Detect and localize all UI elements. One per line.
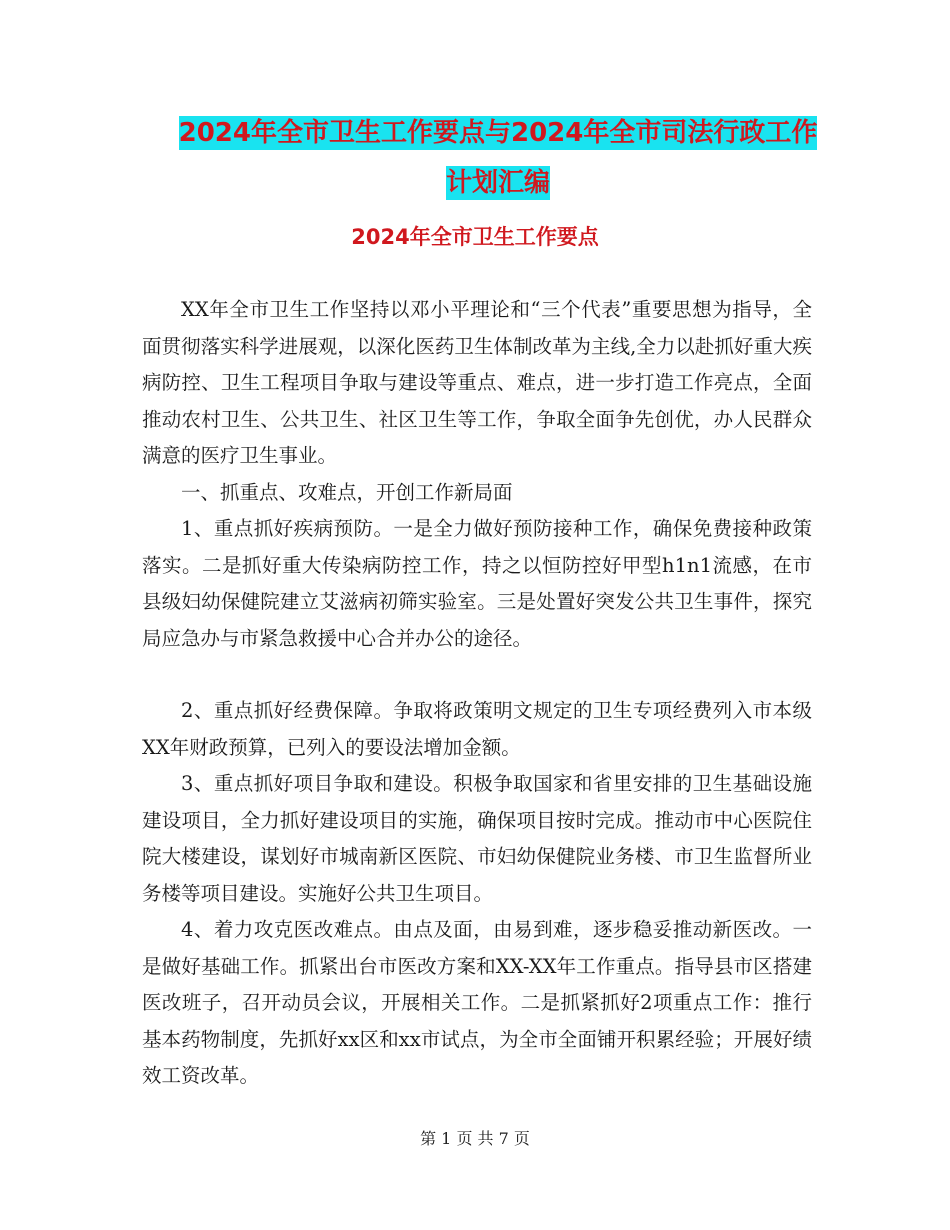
paragraph-item-1: 1、重点抓好疾病预防。一是全力做好预防接种工作，确保免费接种政策落实。二是抓好重大传染病防控工作，持之以恒防控好甲型h1n1流感，在市县级妇幼保健院建立艾滋病初筛实验室。三是处置好突发公共卫生事件，探究局应急办与市紧急救援中心合并办公的途径。 [142,517,812,650]
paragraph-intro: XX年全市卫生工作坚持以邓小平理论和“三个代表”重要思想为指导，全面贯彻落实科学进展观，以深化医药卫生体制改革为主线,全力以赴抓好重大疾病防控、卫生工程项目争取与建设等重点、难点，进一步打造工作亮点，全面推动农村卫生、公共卫生、社区卫生等工作，争取全面争先创优，办人民群众满意的医疗卫生事业。 [142,298,812,467]
body-text [142,292,812,1095]
document-title [140,108,856,208]
section-title: 2024年全市卫生工作要点 [351,225,599,249]
title-line-1: 2024年全市卫生工作要点与2024年全市司法行政工作 [178,118,818,148]
page-number-footer: 第 1 页 共 7 页 [420,1129,530,1148]
paragraph-item-2: 2、重点抓好经费保障。争取将政策明文规定的卫生专项经费列入市本级XX年财政预算，已列入的要设法增加金额。 [142,699,812,759]
title-line-2: 计划汇编 [445,168,550,198]
paragraph-item-4: 4、着力攻克医改难点。由点及面，由易到难，逐步稳妥推动新医改。一是做好基础工作。抓紧出台市医改方案和XX-XX年工作重点。指导县市区搭建医改班子，召开动员会议，开展相关工作。二是抓紧抓好2项重点工作：推行基本药物制度，先抓好xx区和xx市试点，为全市全面铺开积累经验；开展好绩效工资改革。 [142,918,812,1087]
paragraph-heading-1: 一、抓重点、攻难点，开创工作新局面 [181,480,513,504]
paragraph-item-3: 3、重点抓好项目争取和建设。积极争取国家和省里安排的卫生基础设施建设项目，全力抓好建设项目的实施，确保项目按时完成。推动市中心医院住院大楼建设，谋划好市城南新区医院、市妇幼保健院业务楼、市卫生监督所业务楼等项目建设。实施好公共卫生项目。 [142,772,812,905]
